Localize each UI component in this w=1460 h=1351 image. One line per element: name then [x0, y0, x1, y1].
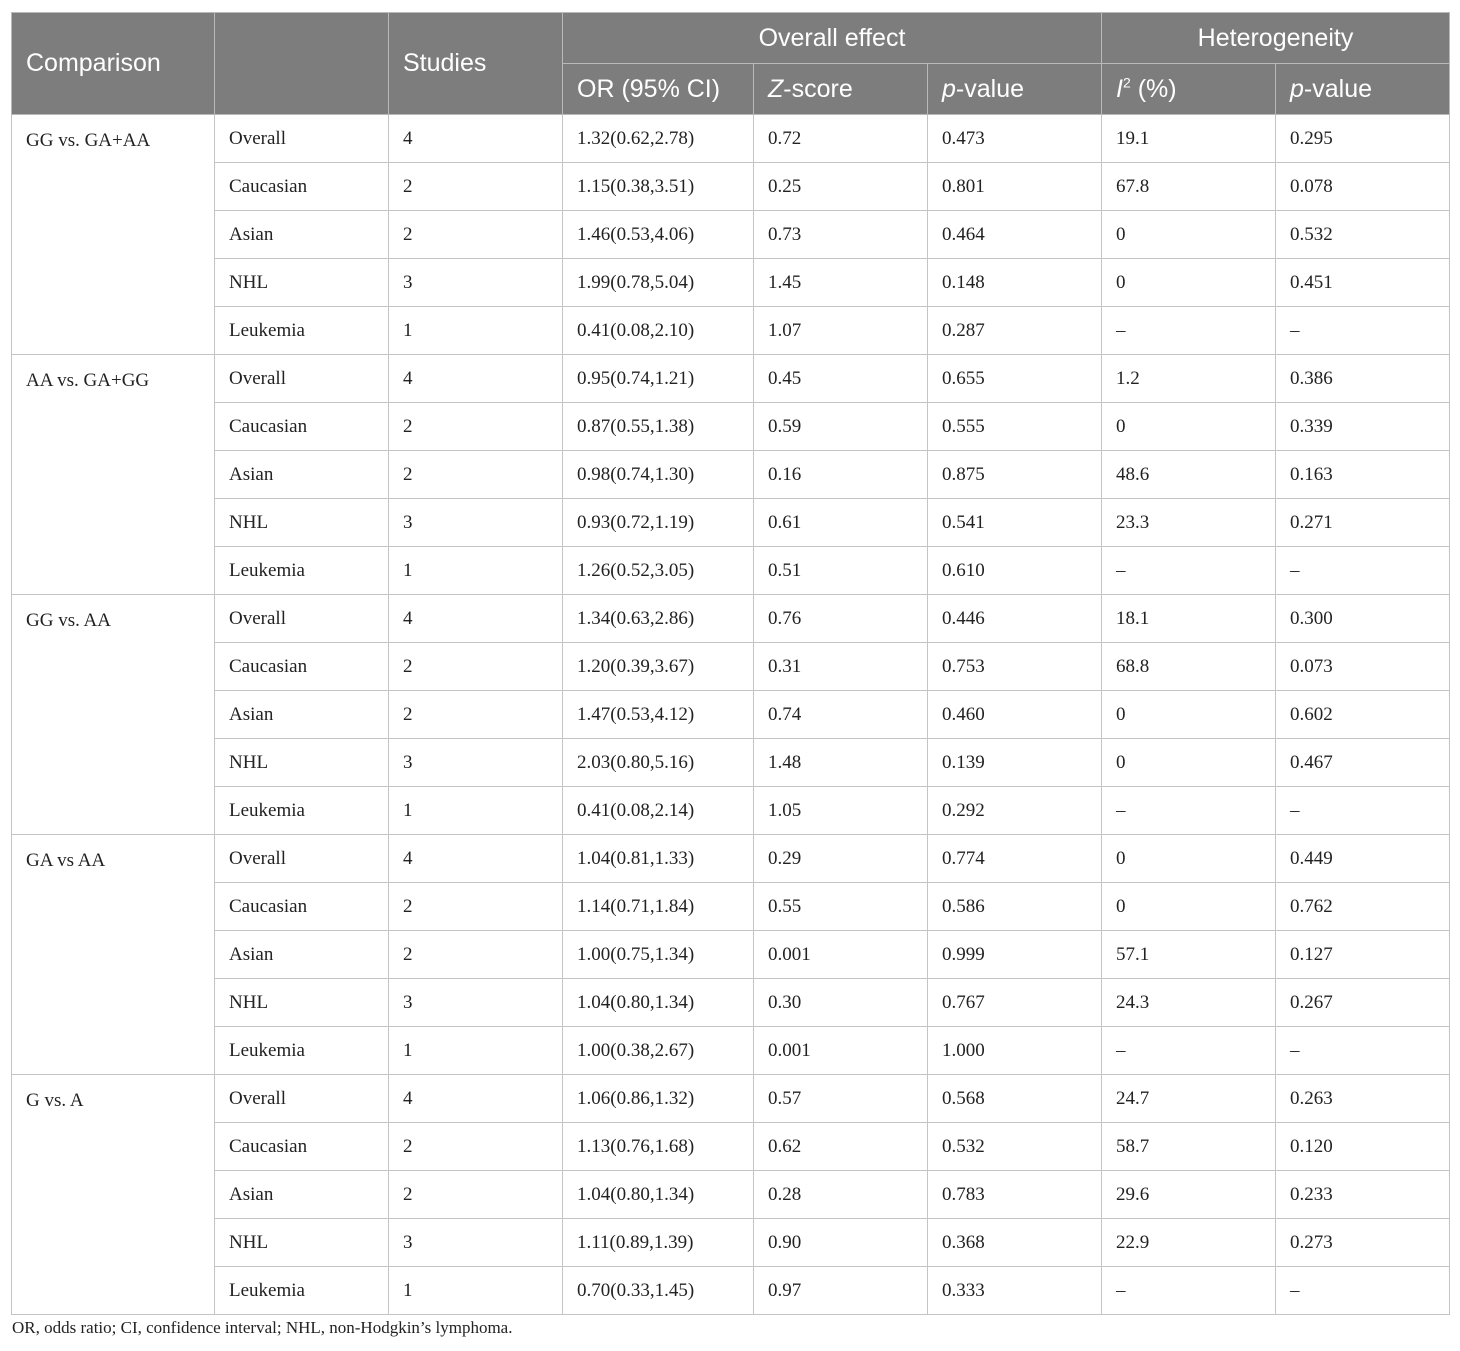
- cell-z-score: 0.57: [754, 1075, 928, 1123]
- cell-studies: 2: [389, 1123, 563, 1171]
- cell-z-score: 1.05: [754, 787, 928, 835]
- cell-p-value: 0.148: [928, 259, 1102, 307]
- cell-i-squared: 0: [1102, 883, 1276, 931]
- header-heterogeneity: Heterogeneity: [1102, 13, 1450, 64]
- cell-het-p-value: 0.386: [1276, 355, 1450, 403]
- cell-het-p-value: 0.263: [1276, 1075, 1450, 1123]
- cell-i-squared: –: [1102, 1267, 1276, 1315]
- table-row: [12, 115, 1450, 163]
- cell-subgroup: NHL: [215, 979, 389, 1027]
- header-i-squared: [1102, 64, 1276, 115]
- cell-p-value: 0.555: [928, 403, 1102, 451]
- cell-z-score: 0.001: [754, 1027, 928, 1075]
- cell-i-squared: 22.9: [1102, 1219, 1276, 1267]
- cell-z-score: 1.45: [754, 259, 928, 307]
- cell-subgroup: Overall: [215, 595, 389, 643]
- cell-het-p-value: 0.300: [1276, 595, 1450, 643]
- cell-p-value: 0.753: [928, 643, 1102, 691]
- cell-i-squared: 0: [1102, 835, 1276, 883]
- cell-p-value: 0.292: [928, 787, 1102, 835]
- cell-subgroup: NHL: [215, 259, 389, 307]
- cell-subgroup: Caucasian: [215, 883, 389, 931]
- cell-z-score: 0.72: [754, 115, 928, 163]
- cell-subgroup: NHL: [215, 739, 389, 787]
- cell-or-ci: 1.00(0.38,2.67): [563, 1027, 754, 1075]
- cell-z-score: 0.28: [754, 1171, 928, 1219]
- cell-p-value: 0.610: [928, 547, 1102, 595]
- cell-or-ci: 1.47(0.53,4.12): [563, 691, 754, 739]
- cell-subgroup: Caucasian: [215, 1123, 389, 1171]
- table-row: [12, 595, 1450, 643]
- cell-subgroup: Overall: [215, 355, 389, 403]
- cell-or-ci: 1.46(0.53,4.06): [563, 211, 754, 259]
- cell-studies: 2: [389, 163, 563, 211]
- cell-z-score: 0.90: [754, 1219, 928, 1267]
- header-i-rest: (%): [1130, 74, 1177, 103]
- cell-studies: 2: [389, 691, 563, 739]
- table-row: [12, 739, 1450, 787]
- cell-studies: 4: [389, 355, 563, 403]
- cell-z-score: 1.48: [754, 739, 928, 787]
- table-row: [12, 547, 1450, 595]
- table-row: [12, 1171, 1450, 1219]
- cell-z-score: 0.31: [754, 643, 928, 691]
- cell-het-p-value: 0.273: [1276, 1219, 1450, 1267]
- header-subgroup: [215, 13, 389, 115]
- cell-p-value: 0.473: [928, 115, 1102, 163]
- cell-or-ci: 1.34(0.63,2.86): [563, 595, 754, 643]
- cell-or-ci: 1.04(0.80,1.34): [563, 1171, 754, 1219]
- header-studies: Studies: [389, 13, 563, 115]
- header-z-letter: Z: [768, 74, 784, 103]
- cell-studies: 4: [389, 115, 563, 163]
- cell-p-value: 0.875: [928, 451, 1102, 499]
- cell-het-p-value: 0.073: [1276, 643, 1450, 691]
- cell-het-p-value: 0.295: [1276, 115, 1450, 163]
- cell-i-squared: 67.8: [1102, 163, 1276, 211]
- cell-subgroup: Overall: [215, 835, 389, 883]
- table-row: [12, 787, 1450, 835]
- cell-i-squared: –: [1102, 547, 1276, 595]
- cell-z-score: 0.001: [754, 931, 928, 979]
- cell-i-squared: 23.3: [1102, 499, 1276, 547]
- cell-or-ci: 1.99(0.78,5.04): [563, 259, 754, 307]
- table-row: [12, 211, 1450, 259]
- cell-studies: 3: [389, 1219, 563, 1267]
- cell-studies: 1: [389, 787, 563, 835]
- table-header: [12, 13, 1450, 115]
- cell-z-score: 0.55: [754, 883, 928, 931]
- cell-studies: 2: [389, 451, 563, 499]
- cell-i-squared: 48.6: [1102, 451, 1276, 499]
- cell-het-p-value: 0.267: [1276, 979, 1450, 1027]
- cell-i-squared: 29.6: [1102, 1171, 1276, 1219]
- cell-i-squared: 19.1: [1102, 115, 1276, 163]
- header-overall-effect: Overall effect: [563, 13, 1102, 64]
- table-row: [12, 163, 1450, 211]
- table-row: [12, 979, 1450, 1027]
- cell-i-squared: 0: [1102, 259, 1276, 307]
- cell-subgroup: Caucasian: [215, 403, 389, 451]
- cell-i-squared: 1.2: [1102, 355, 1276, 403]
- cell-subgroup: Overall: [215, 115, 389, 163]
- cell-het-p-value: 0.762: [1276, 883, 1450, 931]
- cell-p-value: 0.446: [928, 595, 1102, 643]
- cell-z-score: 0.74: [754, 691, 928, 739]
- cell-studies: 3: [389, 979, 563, 1027]
- cell-or-ci: 0.70(0.33,1.45): [563, 1267, 754, 1315]
- cell-p-value: 0.541: [928, 499, 1102, 547]
- cell-comparison: G vs. A: [12, 1075, 215, 1315]
- cell-subgroup: Leukemia: [215, 307, 389, 355]
- cell-studies: 2: [389, 931, 563, 979]
- cell-subgroup: NHL: [215, 1219, 389, 1267]
- cell-het-p-value: 0.449: [1276, 835, 1450, 883]
- cell-or-ci: 1.20(0.39,3.67): [563, 643, 754, 691]
- cell-p-value: 0.999: [928, 931, 1102, 979]
- header-p-value: [928, 64, 1102, 115]
- cell-i-squared: 58.7: [1102, 1123, 1276, 1171]
- meta-analysis-table-container: [11, 12, 1449, 1315]
- cell-or-ci: 1.15(0.38,3.51): [563, 163, 754, 211]
- cell-het-p-value: –: [1276, 547, 1450, 595]
- table-row: [12, 1123, 1450, 1171]
- cell-studies: 4: [389, 595, 563, 643]
- cell-studies: 2: [389, 403, 563, 451]
- cell-p-value: 0.655: [928, 355, 1102, 403]
- cell-p-value: 0.532: [928, 1123, 1102, 1171]
- cell-subgroup: Overall: [215, 1075, 389, 1123]
- cell-z-score: 0.30: [754, 979, 928, 1027]
- cell-or-ci: 1.26(0.52,3.05): [563, 547, 754, 595]
- table-row: [12, 259, 1450, 307]
- header-or-ci: OR (95% CI): [563, 64, 754, 115]
- cell-subgroup: Leukemia: [215, 1267, 389, 1315]
- cell-i-squared: 0: [1102, 691, 1276, 739]
- cell-het-p-value: 0.532: [1276, 211, 1450, 259]
- cell-comparison: GG vs. GA+AA: [12, 115, 215, 355]
- cell-studies: 3: [389, 499, 563, 547]
- table-row: [12, 643, 1450, 691]
- cell-p-value: 0.801: [928, 163, 1102, 211]
- cell-studies: 2: [389, 1171, 563, 1219]
- cell-z-score: 0.45: [754, 355, 928, 403]
- table-row: [12, 1267, 1450, 1315]
- cell-or-ci: 0.95(0.74,1.21): [563, 355, 754, 403]
- cell-z-score: 0.61: [754, 499, 928, 547]
- cell-het-p-value: 0.127: [1276, 931, 1450, 979]
- table-row: [12, 691, 1450, 739]
- cell-studies: 2: [389, 211, 563, 259]
- cell-p-value: 0.287: [928, 307, 1102, 355]
- cell-p-value: 0.568: [928, 1075, 1102, 1123]
- table-row: [12, 355, 1450, 403]
- cell-studies: 2: [389, 883, 563, 931]
- cell-p-value: 0.586: [928, 883, 1102, 931]
- cell-or-ci: 1.13(0.76,1.68): [563, 1123, 754, 1171]
- cell-studies: 4: [389, 1075, 563, 1123]
- cell-p-value: 0.774: [928, 835, 1102, 883]
- cell-p-value: 0.783: [928, 1171, 1102, 1219]
- cell-p-value: 0.767: [928, 979, 1102, 1027]
- cell-i-squared: –: [1102, 787, 1276, 835]
- table-row: [12, 883, 1450, 931]
- cell-or-ci: 0.41(0.08,2.14): [563, 787, 754, 835]
- table-row: [12, 1075, 1450, 1123]
- cell-studies: 3: [389, 739, 563, 787]
- header-comparison: Comparison: [12, 13, 215, 115]
- cell-i-squared: 68.8: [1102, 643, 1276, 691]
- header-z-rest: -score: [783, 74, 853, 103]
- cell-subgroup: Asian: [215, 931, 389, 979]
- cell-het-p-value: 0.233: [1276, 1171, 1450, 1219]
- cell-z-score: 0.16: [754, 451, 928, 499]
- cell-studies: 3: [389, 259, 563, 307]
- cell-studies: 4: [389, 835, 563, 883]
- cell-het-p-value: –: [1276, 307, 1450, 355]
- cell-or-ci: 1.04(0.81,1.33): [563, 835, 754, 883]
- table-footnote: OR, odds ratio; CI, confidence interval; NHL, non-Hodgkin’s lymphoma.: [12, 1318, 513, 1337]
- cell-het-p-value: –: [1276, 1027, 1450, 1075]
- cell-i-squared: 57.1: [1102, 931, 1276, 979]
- cell-het-p-value: 0.602: [1276, 691, 1450, 739]
- cell-het-p-value: 0.451: [1276, 259, 1450, 307]
- cell-i-squared: 0: [1102, 739, 1276, 787]
- header-p-letter: p: [942, 74, 956, 103]
- cell-subgroup: Asian: [215, 691, 389, 739]
- cell-or-ci: 0.87(0.55,1.38): [563, 403, 754, 451]
- cell-subgroup: Caucasian: [215, 163, 389, 211]
- cell-studies: 1: [389, 307, 563, 355]
- cell-z-score: 0.76: [754, 595, 928, 643]
- header-i-sup: 2: [1122, 74, 1131, 91]
- cell-het-p-value: 0.120: [1276, 1123, 1450, 1171]
- cell-i-squared: –: [1102, 1027, 1276, 1075]
- cell-z-score: 0.25: [754, 163, 928, 211]
- cell-comparison: GG vs. AA: [12, 595, 215, 835]
- cell-studies: 2: [389, 643, 563, 691]
- cell-comparison: GA vs AA: [12, 835, 215, 1075]
- cell-or-ci: 1.00(0.75,1.34): [563, 931, 754, 979]
- cell-p-value: 0.368: [928, 1219, 1102, 1267]
- cell-i-squared: 0: [1102, 211, 1276, 259]
- cell-het-p-value: –: [1276, 1267, 1450, 1315]
- cell-comparison: AA vs. GA+GG: [12, 355, 215, 595]
- cell-p-value: 0.460: [928, 691, 1102, 739]
- cell-i-squared: 24.7: [1102, 1075, 1276, 1123]
- header-p-rest: -value: [955, 74, 1024, 103]
- table-row: [12, 1219, 1450, 1267]
- header-hp-rest: -value: [1303, 74, 1372, 103]
- table-row: [12, 451, 1450, 499]
- cell-or-ci: 1.14(0.71,1.84): [563, 883, 754, 931]
- cell-het-p-value: 0.271: [1276, 499, 1450, 547]
- header-i-letter: I: [1116, 74, 1123, 103]
- cell-or-ci: 1.06(0.86,1.32): [563, 1075, 754, 1123]
- cell-i-squared: 24.3: [1102, 979, 1276, 1027]
- cell-i-squared: 0: [1102, 403, 1276, 451]
- table-row: [12, 403, 1450, 451]
- cell-i-squared: 18.1: [1102, 595, 1276, 643]
- table-row: [12, 835, 1450, 883]
- header-z-score: [754, 64, 928, 115]
- meta-analysis-table: [11, 12, 1450, 1315]
- cell-studies: 1: [389, 547, 563, 595]
- cell-het-p-value: 0.163: [1276, 451, 1450, 499]
- cell-subgroup: NHL: [215, 499, 389, 547]
- cell-or-ci: 1.04(0.80,1.34): [563, 979, 754, 1027]
- cell-z-score: 0.73: [754, 211, 928, 259]
- cell-subgroup: Leukemia: [215, 547, 389, 595]
- cell-subgroup: Asian: [215, 211, 389, 259]
- cell-subgroup: Asian: [215, 451, 389, 499]
- header-row-top: [12, 13, 1450, 64]
- table-row: [12, 307, 1450, 355]
- cell-het-p-value: 0.078: [1276, 163, 1450, 211]
- cell-subgroup: Asian: [215, 1171, 389, 1219]
- cell-or-ci: 0.93(0.72,1.19): [563, 499, 754, 547]
- table-row: [12, 931, 1450, 979]
- header-hp-letter: p: [1290, 74, 1304, 103]
- cell-i-squared: –: [1102, 307, 1276, 355]
- cell-z-score: 0.97: [754, 1267, 928, 1315]
- cell-z-score: 0.59: [754, 403, 928, 451]
- cell-z-score: 0.29: [754, 835, 928, 883]
- cell-z-score: 0.51: [754, 547, 928, 595]
- cell-het-p-value: –: [1276, 787, 1450, 835]
- cell-subgroup: Leukemia: [215, 787, 389, 835]
- cell-or-ci: 1.32(0.62,2.78): [563, 115, 754, 163]
- cell-studies: 1: [389, 1027, 563, 1075]
- cell-p-value: 0.333: [928, 1267, 1102, 1315]
- cell-het-p-value: 0.467: [1276, 739, 1450, 787]
- cell-subgroup: Caucasian: [215, 643, 389, 691]
- cell-p-value: 0.464: [928, 211, 1102, 259]
- cell-or-ci: 1.11(0.89,1.39): [563, 1219, 754, 1267]
- cell-het-p-value: 0.339: [1276, 403, 1450, 451]
- table-row: [12, 1027, 1450, 1075]
- cell-p-value: 0.139: [928, 739, 1102, 787]
- cell-p-value: 1.000: [928, 1027, 1102, 1075]
- cell-z-score: 1.07: [754, 307, 928, 355]
- table-row: [12, 499, 1450, 547]
- cell-z-score: 0.62: [754, 1123, 928, 1171]
- cell-or-ci: 0.41(0.08,2.10): [563, 307, 754, 355]
- cell-or-ci: 0.98(0.74,1.30): [563, 451, 754, 499]
- cell-subgroup: Leukemia: [215, 1027, 389, 1075]
- table-body: [12, 115, 1450, 1315]
- cell-or-ci: 2.03(0.80,5.16): [563, 739, 754, 787]
- cell-studies: 1: [389, 1267, 563, 1315]
- header-het-p-value: [1276, 64, 1450, 115]
